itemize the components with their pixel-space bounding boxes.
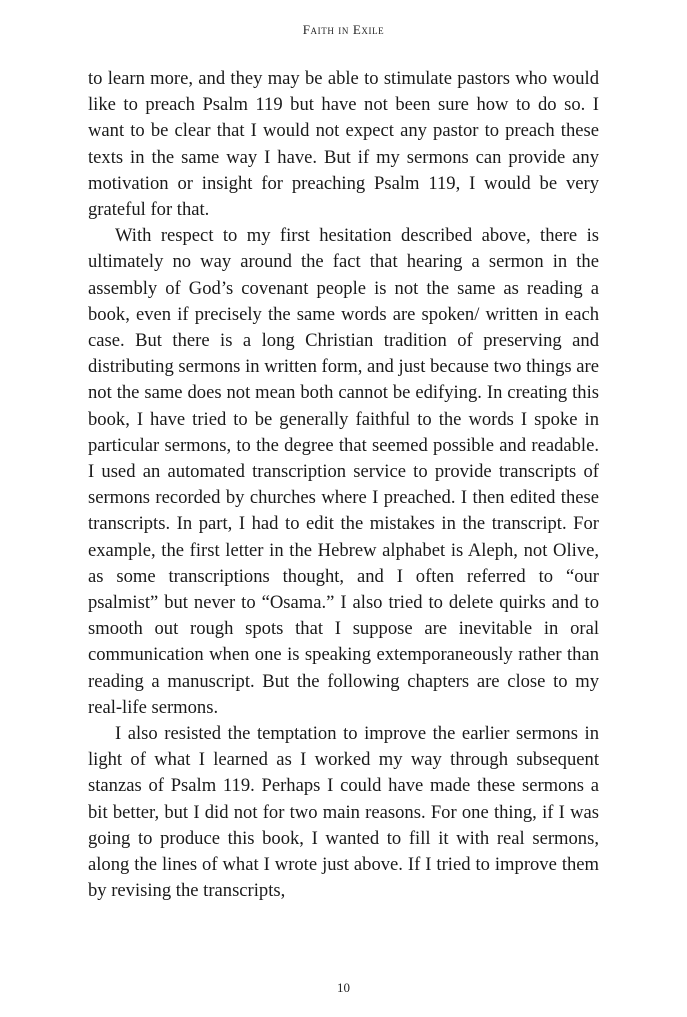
- body-text: [88, 66, 599, 905]
- page-number: 10: [337, 980, 350, 995]
- paragraph: I also resisted the temptation to improve the earlier sermons in light of what I learned as I worked my way through subsequent stanzas of Psalm 119. Perhaps I could have made these sermons a bit better, but I did not for two main reasons. For one thing, if I was going to produce this book, I wanted to fill it with real sermons, along the lines of what I wrote just above. If I tried to improve them by revising the transcripts,: [88, 723, 599, 902]
- paragraph: With respect to my first hesitation described above, there is ultimately no way around the fact that hearing a sermon in the assembly of God’s covenant people is not the same as reading a book, even if precisely the same words are spoken/ written in each case. But there is a long Christian tradition of preserving and distributing sermons in written form, and just because two things are not the same does not mean both cannot be edifying. In creating this book, I have tried to be generally faithful to the words I spoke in particular sermons, to the degree that seemed possible and readable. I used an automated transcription service to provide transcripts of sermons recorded by churches where I preached. I then edited these transcripts. In part, I had to edit the mistakes in the transcript. For example, the first letter in the Hebrew alphabet is Aleph, not Olive, as some transcriptions thought, and I often referred to “our psalmist” but never to “Osama.” I also tried to delete quirks and to smooth out rough spots that I suppose are inevitable in oral communication when one is speaking extemporaneously rather than reading a manuscript. But the following chapters are close to my real-life sermons.: [88, 225, 599, 718]
- paragraph-continuation: to learn more, and they may be able to stimulate pastors who would like to preach Psalm 119 but have not been sure how to do so. I want to be clear that I would not expect any pastor to preach these texts in the same way I have. But if my sermons can provide any motivation or insight for preaching Psalm 119, I would be very grateful for that.: [88, 68, 599, 221]
- running-head: Faith in Exile: [302, 22, 385, 37]
